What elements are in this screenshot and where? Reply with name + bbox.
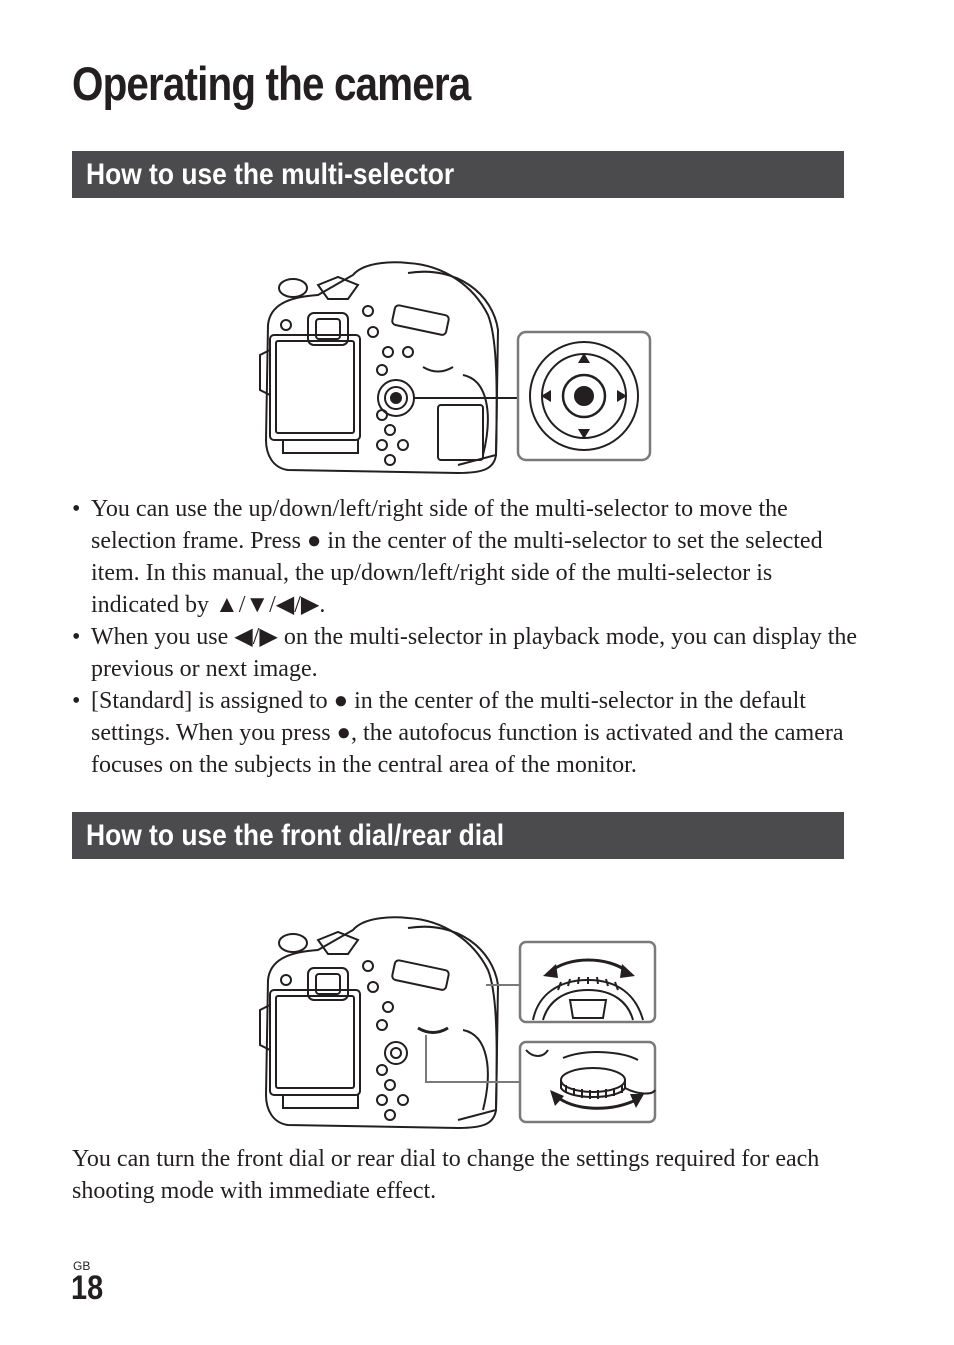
locale-label: GB (73, 1259, 91, 1273)
multi-selector-bullets (72, 493, 862, 781)
section-heading-multi-selector (72, 151, 844, 198)
dials-description: You can turn the front dial or rear dial to change the settings required for each shooting mode with immediate effect. (72, 1146, 820, 1204)
multi-selector-figure (258, 255, 658, 480)
camera-body-illustration (260, 917, 498, 1128)
section-heading-dials (72, 812, 844, 859)
rear-dial-callout (520, 1042, 655, 1122)
page-number: 18 (71, 1269, 104, 1307)
page-title: Operating the camera (72, 57, 471, 110)
multi-selector-callout (518, 332, 650, 460)
camera-body-illustration (260, 262, 498, 473)
rotate-arrow (550, 960, 628, 972)
bullet-item: • When you use ◀/▶ on the multi-selector in playback mode, you can display the previous or next image. (72, 621, 862, 685)
bullet-item: • [Standard] is assigned to ● in the center of the multi-selector in the default settings. When you press ●, the autofocus function is activated and the camera focuses on the subjects in the central area of the monitor. (72, 685, 862, 781)
multi-selector-on-body (378, 380, 414, 416)
bullet-item: • You can use the up/down/left/right side of the multi-selector to move the selection frame. Press ● in the center of the multi-selector to set the selected item. In this manual, the up/down/left/right side of the multi-selector is indicated by ▲/▼/◀/▶. (72, 493, 862, 621)
front-dial-callout (520, 942, 655, 1022)
section-heading-label: How to use the multi-selector (86, 158, 455, 191)
dials-figure (258, 910, 662, 1135)
section-heading-label: How to use the front dial/rear dial (86, 819, 505, 852)
callout-leader-line (426, 1035, 520, 1082)
